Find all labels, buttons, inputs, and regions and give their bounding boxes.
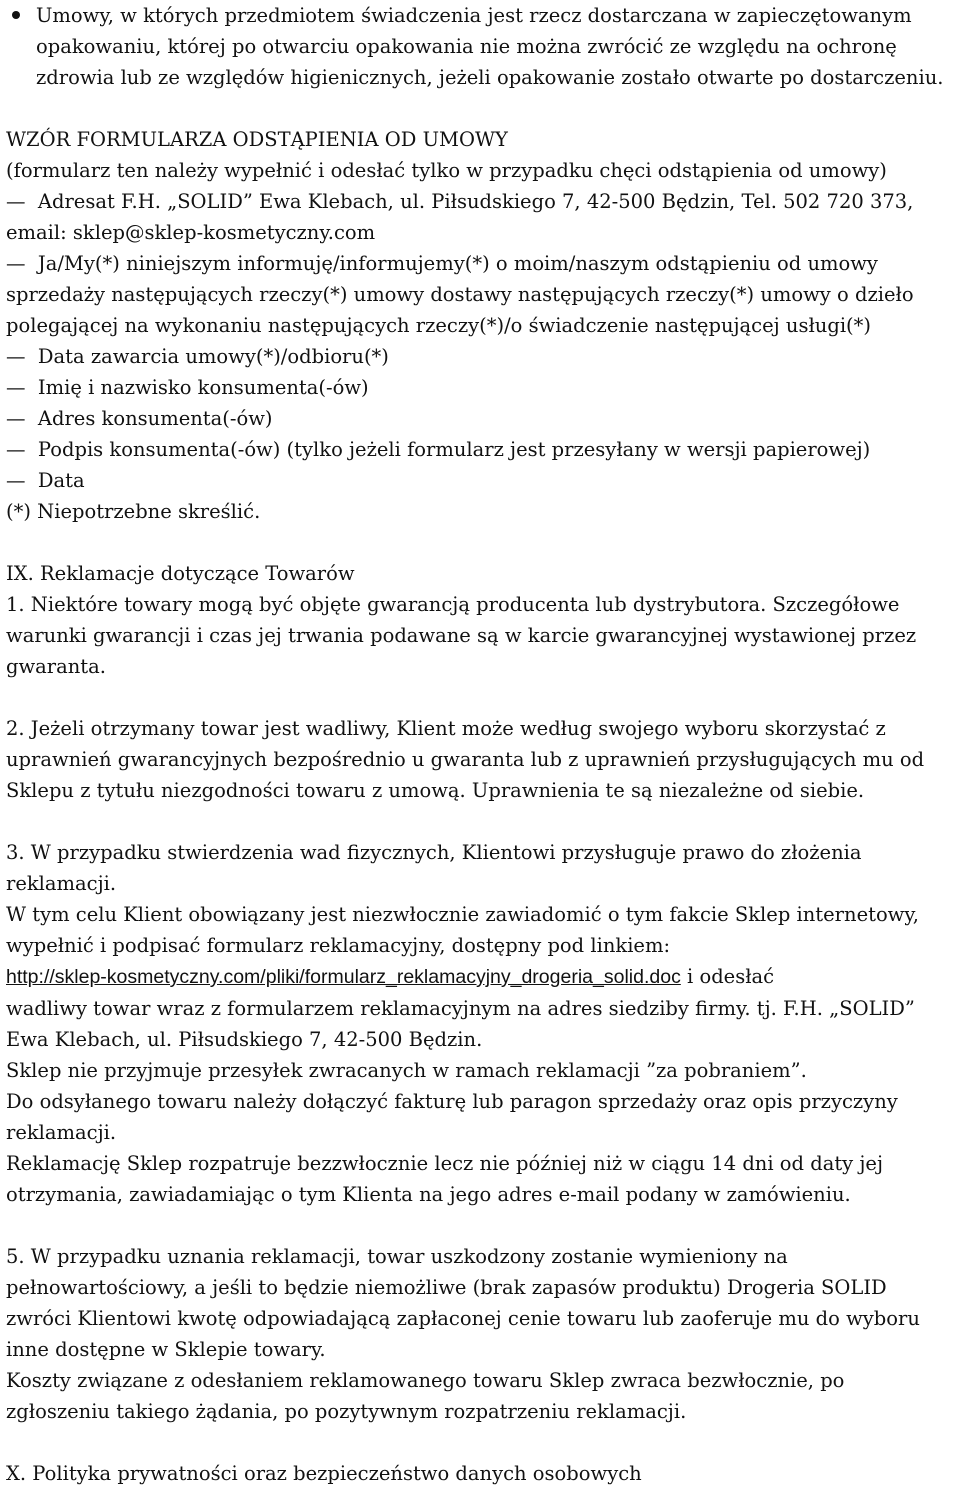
text-line: Reklamację Sklep rozpatruje bezzwłocznie lecz nie później niż w ciągu 14 dni od daty jej: [6, 1152, 884, 1175]
text-line: Sklep nie przyjmuje przesyłek zwracanych w ramach reklamacji ”za pobraniem”.: [6, 1059, 807, 1082]
complaint-form-link[interactable]: http://sklep-kosmetyczny.com/pliki/formularz_reklamacyjny_drogeria_solid.doc: [6, 966, 681, 988]
text-line: warunki gwarancji i czas jej trwania podawane są w karcie gwarancyjnej wystawionej przez: [6, 624, 917, 647]
text-line: gwaranta.: [6, 655, 106, 678]
text-line: zdrowia lub ze względów higienicznych, jeżeli opakowanie zostało otwarte po dostarczeniu.: [36, 66, 944, 89]
withdrawal-form-template: [6, 124, 954, 527]
text-line: 2. Jeżeli otrzymany towar jest wadliwy, Klient może według swojego wyboru skorzystać z: [6, 717, 886, 740]
text-line: zgłoszeniu takiego żądania, po pozytywnym rozpatrzeniu reklamacji.: [6, 1400, 687, 1423]
form-footnote: (*) Niepotrzebne skreślić.: [6, 500, 261, 523]
form-statement: — Ja/My(*) niniejszym informuję/informujemy(*) o moim/naszym odstąpieniu od umowy: [6, 248, 954, 279]
form-statement-cont: polegającej na wykonaniu następujących rzeczy(*)/o świadczenie następującej usługi(*): [6, 314, 872, 337]
paragraph: [6, 1241, 954, 1427]
text-after-link: i odesłać: [680, 965, 775, 988]
paragraph: [6, 589, 954, 682]
form-field-date: — Data: [6, 465, 954, 496]
text-line: otrzymania, zawiadamiając o tym Klienta na jego adres e-mail podany w zamówieniu.: [6, 1183, 851, 1206]
text-line: wypełnić i podpisać formularz reklamacyjny, dostępny pod linkiem:: [6, 934, 671, 957]
text-line: Koszty związane z odesłaniem reklamowanego towaru Sklep zwraca bezwłocznie, po: [6, 1369, 845, 1392]
text-line: Do odsyłanego towaru należy dołączyć fakturę lub paragon sprzedaży oraz opis przyczyny: [6, 1090, 898, 1113]
form-field-contract-date: — Data zawarcia umowy(*)/odbioru(*): [6, 341, 954, 372]
text-line: W tym celu Klient obowiązany jest niezwłocznie zawiadomić o tym fakcie Sklep internetowy,: [6, 903, 919, 926]
text-line: inne dostępne w Sklepie towary.: [6, 1338, 326, 1361]
form-field-address: — Adres konsumenta(-ów): [6, 403, 954, 434]
text-line: 5. W przypadku uznania reklamacji, towar uszkodzony zostanie wymieniony na: [6, 1245, 788, 1268]
form-email: email: sklep@sklep-kosmetyczny.com: [6, 221, 376, 244]
text-line: wadliwy towar wraz z formularzem reklamacyjnym na adres siedziby firmy. tj. F.H. „SOLID”: [6, 997, 915, 1020]
text-line: reklamacji.: [6, 1121, 117, 1144]
text-line: Sklepu z tytułu niezgodności towaru z umową. Uprawnienia te są niezależne od siebie.: [6, 779, 865, 802]
text-line: 1. Niektóre towary mogą być objęte gwarancją producenta lub dystrybutora. Szczegółowe: [6, 593, 900, 616]
text-line: reklamacji.: [6, 872, 117, 895]
form-subtitle: (formularz ten należy wypełnić i odesłać tylko w przypadku chęci odstąpienia od umowy): [6, 159, 887, 182]
text-line: 3. W przypadku stwierdzenia wad fizycznych, Klientowi przysługuje prawo do złożenia: [6, 841, 862, 864]
document-page: [6, 0, 954, 1489]
text-line: opakowaniu, której po otwarciu opakowania nie można zwrócić ze względu na ochronę: [36, 35, 897, 58]
form-statement-cont: sprzedaży następujących rzeczy(*) umowy dostawy następujących rzeczy(*) umowy o dzieło: [6, 283, 914, 306]
form-field-name: — Imię i nazwisko konsumenta(-ów): [6, 372, 954, 403]
paragraph: [6, 837, 954, 1210]
section-heading: X. Polityka prywatności oraz bezpieczeństwo danych osobowych: [6, 1462, 642, 1485]
link-line: [6, 961, 954, 993]
text-line: zwróci Klientowi kwotę odpowiadającą zapłaconej cenie towaru lub zaoferuje mu do wyboru: [6, 1307, 920, 1330]
text-line: Umowy, w których przedmiotem świadczenia jest rzecz dostarczana w zapieczętowanym: [36, 4, 912, 27]
paragraph: [6, 713, 954, 806]
text-line: Ewa Klebach, ul. Piłsudskiego 7, 42-500 Będzin.: [6, 1028, 483, 1051]
section-heading: IX. Reklamacje dotyczące Towarów: [6, 562, 355, 585]
form-title: WZÓR FORMULARZA ODSTĄPIENIA OD UMOWY: [6, 128, 508, 151]
text-line: uprawnień gwarancyjnych bezpośrednio u gwaranta lub z uprawnień przysługujących mu od: [6, 748, 925, 771]
form-addressee: — Adresat F.H. „SOLID” Ewa Klebach, ul. Piłsudskiego 7, 42-500 Będzin, Tel. 502 720 373,: [6, 186, 954, 217]
bullet-list-item: [6, 0, 954, 93]
text-line: pełnowartościowy, a jeśli to będzie niemożliwe (brak zapasów produktu) Drogeria SOLID: [6, 1276, 887, 1299]
form-field-signature: — Podpis konsumenta(-ów) (tylko jeżeli formularz jest przesyłany w wersji papierowej): [6, 434, 954, 465]
